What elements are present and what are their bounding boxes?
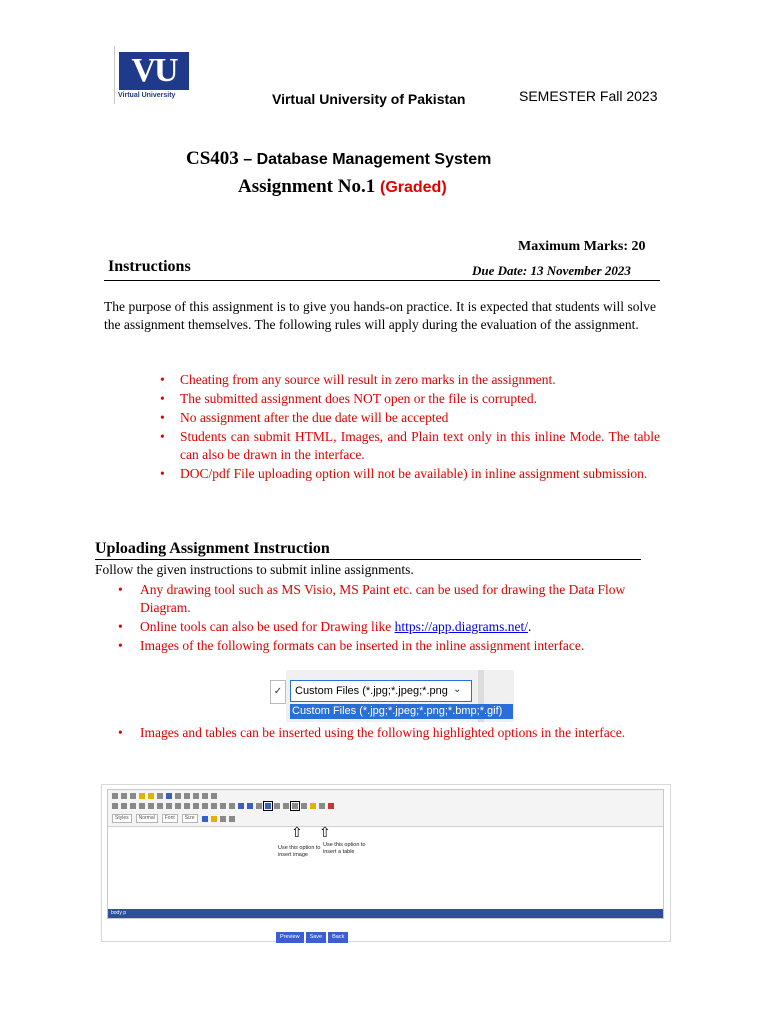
maximum-marks: Maximum Marks: 20	[518, 239, 646, 254]
smiley-icon[interactable]	[310, 803, 316, 809]
editor-frame	[107, 789, 664, 919]
due-date: Due Date: 13 November 2023	[472, 263, 631, 278]
special-char-icon[interactable]	[319, 803, 325, 809]
diagrams-link[interactable]: https://app.diagrams.net/	[394, 619, 529, 634]
font-dropdown[interactable]: Font	[162, 814, 178, 823]
intro-paragraph: The purpose of this assignment is to give you hands-on practice. It is expected that students will solve the assignment themselves. The following rules will apply during the evaluation of the assignment.	[104, 299, 656, 332]
toolbar-row-3	[112, 814, 238, 824]
unlink-icon[interactable]	[256, 803, 262, 809]
copy-icon[interactable]	[130, 793, 136, 799]
arrow-up-icon: ⇧	[319, 825, 331, 841]
size-dropdown[interactable]: Size	[182, 814, 198, 823]
course-separator: –	[238, 151, 257, 168]
subscript-icon[interactable]	[139, 803, 145, 809]
insert-table-note: Use this option to insert a table	[323, 842, 366, 855]
rule-item: • DOC/pdf File uploading option will not be available) in inline assignment submission.	[160, 465, 660, 483]
source-icon[interactable]	[112, 793, 118, 799]
format-dropdown[interactable]: Normal	[136, 814, 158, 823]
assignment-number: Assignment No.1	[238, 176, 376, 197]
assignment-title	[238, 176, 447, 198]
help-icon[interactable]	[229, 816, 235, 822]
insert-image-icon[interactable]	[265, 803, 271, 809]
paste-text-icon[interactable]	[148, 793, 154, 799]
rule-item: • Cheating from any source will result in zero marks in the assignment.	[160, 371, 660, 389]
insert-table-icon[interactable]	[292, 803, 298, 809]
logo-mark	[119, 52, 189, 90]
save-button[interactable]: Save	[306, 932, 327, 943]
blockquote-icon[interactable]	[202, 803, 208, 809]
flash-icon[interactable]	[274, 803, 280, 809]
heading-divider	[104, 280, 660, 281]
course-title	[186, 148, 491, 170]
instructions-heading: Instructions	[108, 258, 191, 275]
upload-heading: Uploading Assignment Instruction	[95, 540, 330, 557]
chevron-down-icon: ⌄	[453, 684, 462, 695]
editor-buttons	[276, 925, 350, 943]
paste-word-icon[interactable]	[157, 793, 163, 799]
toolbar-row-1	[112, 793, 220, 803]
rules-list	[160, 371, 660, 484]
link-icon[interactable]	[247, 803, 253, 809]
upload-item-text: Online tools can also be used for Drawing like	[140, 619, 395, 634]
upload-intro: Follow the given instructions to submit inline assignments.	[95, 562, 414, 577]
upload-list-continued	[118, 724, 658, 742]
upload-item: • Images of the following formats can be inserted in the inline assignment interface.	[118, 637, 658, 655]
bulleted-list-icon[interactable]	[175, 803, 181, 809]
file-type-option[interactable]: Custom Files (*.jpg;*.jpeg;*.png;*.bmp;*.gif)	[290, 704, 513, 719]
upload-heading-underline	[95, 559, 641, 560]
find-icon[interactable]	[184, 793, 190, 799]
editor-screenshot	[101, 784, 671, 942]
logo-caption: Virtual University	[118, 92, 176, 99]
editor-toolbar	[108, 790, 663, 827]
styles-dropdown[interactable]: Styles	[112, 814, 132, 823]
spellcheck-icon[interactable]	[211, 793, 217, 799]
graded-label: (Graded)	[379, 179, 447, 196]
bold-icon[interactable]	[112, 803, 118, 809]
paste-icon[interactable]	[139, 793, 145, 799]
undo-icon[interactable]	[166, 793, 172, 799]
status-path: body p	[111, 910, 127, 916]
cut-icon[interactable]	[121, 793, 127, 799]
file-type-select[interactable]: Custom Files (*.jpg;*.jpeg;*.png	[290, 680, 472, 702]
arrow-up-icon: ⇧	[291, 825, 303, 841]
back-button[interactable]: Back	[328, 932, 348, 943]
maximize-icon[interactable]	[220, 816, 226, 822]
text-color-icon[interactable]	[202, 816, 208, 822]
strike-icon[interactable]	[130, 803, 136, 809]
rule-item: • Students can submit HTML, Images, and Plain text only in this inline Mode. The table can also be drawn in the interface.	[160, 428, 660, 464]
preview-button[interactable]: Preview	[276, 932, 304, 943]
align-left-icon[interactable]	[211, 803, 217, 809]
course-name: Database Management System	[256, 151, 492, 168]
university-name: Virtual University of Pakistan	[272, 91, 466, 107]
justify-icon[interactable]	[238, 803, 244, 809]
upload-list	[118, 581, 658, 656]
rule-item: • The submitted assignment does NOT open or the file is corrupted.	[160, 390, 660, 408]
replace-icon[interactable]	[193, 793, 199, 799]
insert-image-note: Use this option to insert image	[278, 845, 321, 858]
numbered-list-icon[interactable]	[166, 803, 172, 809]
outdent-icon[interactable]	[184, 803, 190, 809]
toolbar-row-2	[112, 803, 337, 813]
rule-item: • No assignment after the due date will be accepted	[160, 409, 660, 427]
link-period: .	[528, 619, 532, 634]
redo-icon[interactable]	[175, 793, 181, 799]
vu-logo	[114, 46, 193, 104]
indent-icon[interactable]	[193, 803, 199, 809]
anchor-icon[interactable]	[328, 803, 334, 809]
italic-icon[interactable]	[121, 803, 127, 809]
align-center-icon[interactable]	[220, 803, 226, 809]
superscript-icon[interactable]	[148, 803, 154, 809]
logo-mark-text: VU	[131, 52, 177, 89]
upload-item: • Any drawing tool such as MS Visio, MS Paint etc. can be used for drawing the Data Flow Diagram.	[118, 581, 658, 617]
upload-item	[118, 618, 658, 636]
bg-color-icon[interactable]	[211, 816, 217, 822]
editor-statusbar	[108, 909, 663, 918]
sigma-icon[interactable]	[283, 803, 289, 809]
select-all-icon[interactable]	[202, 793, 208, 799]
upload-item: • Images and tables can be inserted using the following highlighted options in the interface.	[118, 724, 658, 742]
check-icon: ✓	[270, 680, 286, 704]
file-type-picker-screenshot	[270, 670, 514, 722]
remove-format-icon[interactable]	[157, 803, 163, 809]
align-right-icon[interactable]	[229, 803, 235, 809]
course-code: CS403	[186, 148, 239, 169]
horizontal-line-icon[interactable]	[301, 803, 307, 809]
semester-label: SEMESTER Fall 2023	[519, 88, 658, 104]
